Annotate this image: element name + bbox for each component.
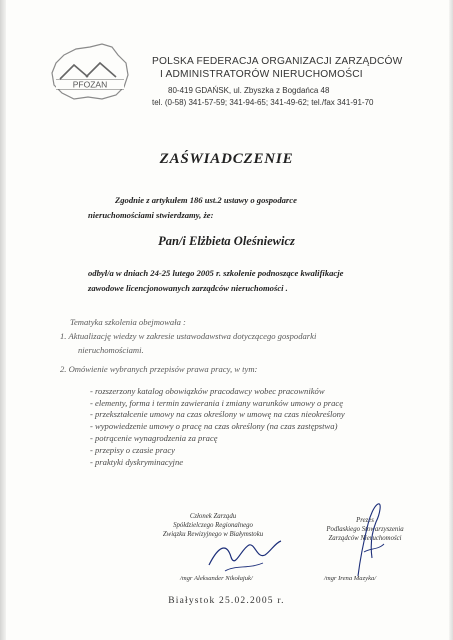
- org-phones: tel. (0-58) 341-57-59; 341-94-65; 341-49-62; tel./fax 341-91-70: [152, 98, 374, 107]
- org-name-line1: POLSKA FEDERACJA ORGANIZACJI ZARZĄDCÓW: [152, 56, 403, 67]
- organization-header: [152, 55, 442, 108]
- right-signatory-org2: Zarządców Nieruchomości: [328, 535, 402, 542]
- attended-line2: zawodowe licencjonowanych zarządców nieruchomości .: [88, 283, 288, 293]
- topic-item2: 2. Omówienie wybranych przepisów prawa pracy, w tym:: [60, 364, 258, 374]
- topic-bullet: - przepisy o czasie pracy: [90, 445, 175, 455]
- intro-line2: nieruchomościami stwierdzamy, że:: [88, 210, 214, 220]
- left-handwritten-signature: [205, 535, 285, 577]
- topic-bullet: - potrącenie wynagrodzenia za pracę: [90, 433, 218, 443]
- right-signatory-org1: Podlaskiego Stowarzyszenia: [326, 526, 404, 533]
- topic-item1-line2: nieruchomościami.: [78, 345, 144, 355]
- document-title: ZAŚWIADCZENIE: [159, 151, 294, 167]
- scan-edge-left: [0, 0, 6, 640]
- topic-bullet: - rozszerzony katalog obowiązków pracodawcy wobec pracowników: [90, 386, 325, 396]
- right-signatory-role: Prezes: [356, 517, 374, 524]
- attended-line1: odbył/a w dniach 24-25 lutego 2005 r. szkolenie podnoszące kwalifikacje: [88, 268, 344, 278]
- topic-bullet: - wypowiedzenie umowy o pracę na czas określony (na czas zastępstwa): [90, 421, 338, 431]
- topic-bullet: - elementy, forma i termin zawierania i zmiany warunków umowy o pracę: [90, 398, 344, 408]
- org-address: 80-419 GDAŃSK, ul. Zbyszka z Bogdańca 48: [168, 86, 330, 95]
- left-signatory-org2: Związku Rewizyjnego w Białymstoku: [162, 531, 264, 538]
- left-signatory-role: Członek Zarządu: [189, 513, 237, 520]
- intro-line1: Zgodnie z artykułem 186 ust.2 ustawy o gospodarce: [115, 195, 297, 205]
- logo-text: PFOZAN: [72, 79, 108, 90]
- right-signatory-name: /mgr Irena Mazyka/: [324, 575, 377, 582]
- left-signatory-org1: Spółdzielczego Regionalnego: [173, 522, 253, 529]
- topics-heading: Tematyka szkolenia obejmowała :: [70, 317, 186, 327]
- right-handwritten-signature: [350, 500, 390, 580]
- scan-edge-right: [449, 0, 453, 640]
- topic-item1-line1: 1. Aktualizację wiedzy w zakresie ustawodawstwa dotyczącego gospodarki: [60, 331, 317, 341]
- left-signatory-name: /mgr Aleksander Nikołajuk/: [180, 575, 253, 582]
- org-name-line2: I ADMINISTRATORÓW NIERUCHOMOŚCI: [160, 69, 363, 80]
- topic-bullet: - przekształcenie umowy na czas określony w umowę na czas nieokreślony: [90, 409, 345, 419]
- pfozan-logo: [46, 41, 132, 103]
- topic-bullet: - praktyki dyskryminacyjne: [90, 457, 184, 467]
- person-name: Pan/i Elżbieta Oleśniewicz: [158, 234, 295, 248]
- place-and-date: Białystok 25.02.2005 r.: [168, 596, 285, 606]
